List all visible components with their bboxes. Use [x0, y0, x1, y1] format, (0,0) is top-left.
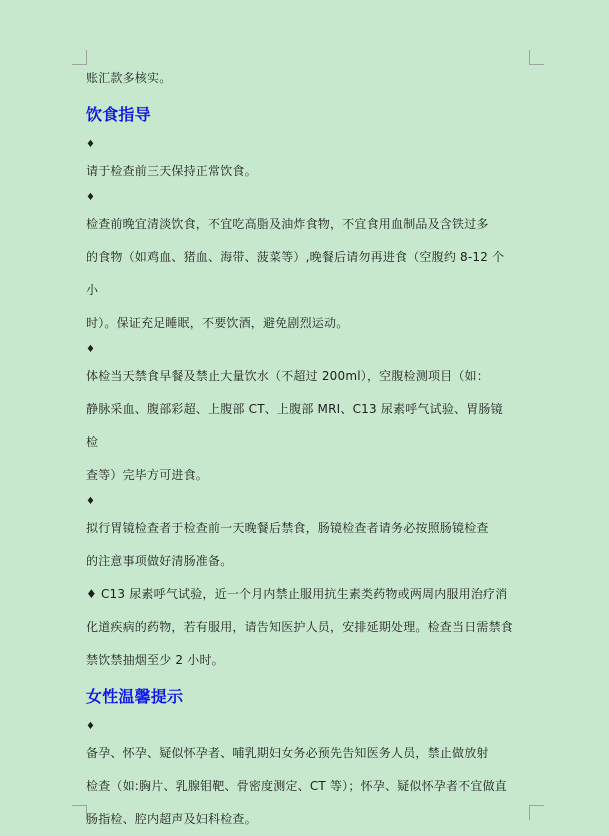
paragraph-line: 检 [86, 435, 99, 449]
crop-mark-top-left [72, 50, 87, 65]
paragraph-line: 检查前晚宜清淡饮食，不宜吃高脂及油炸食物，不宜食用血制品及含铁过多 [86, 217, 489, 231]
paragraph-line: 备孕、怀孕、疑似怀孕者、哺乳期妇女务必预先告知医务人员，禁止做放射 [86, 746, 489, 760]
paragraph-line: 请于检查前三天保持正常饮食。 [86, 164, 257, 178]
document-body [86, 62, 532, 836]
section-heading-diet: 饮食指导 [86, 105, 151, 124]
crop-mark-bottom-left [72, 805, 87, 820]
paragraph-line: 体检当天禁食早餐及禁止大量饮水（不超过 200ml），空腹检测项目（如： [86, 369, 489, 383]
bullet-icon: ♦ [86, 192, 96, 203]
bullet-icon: ♦ [86, 139, 96, 150]
paragraph-line: 禁饮禁抽烟至少 2 小时。 [86, 653, 224, 667]
paragraph-line: 肠指检、腔内超声及妇科检查。 [86, 812, 257, 826]
paragraph-line: 账汇款多核实。 [86, 71, 172, 85]
paragraph-line: 时）。保证充足睡眠，不要饮酒，避免剧烈运动。 [86, 316, 349, 330]
section-heading-women: 女性温馨提示 [86, 687, 184, 706]
paragraph-line: 的注意事项做好清肠准备。 [86, 554, 233, 568]
paragraph-line: ♦ C13 尿素呼气试验，近一个月内禁止服用抗生素类药物或两周内服用治疗消 [86, 587, 508, 601]
paragraph-line: 检查（如:胸片、乳腺钼靶、骨密度测定、CT 等）；怀孕、疑似怀孕者不宜做直 [86, 779, 507, 793]
bullet-icon: ♦ [86, 344, 96, 355]
paragraph-line: 查等）完毕方可进食。 [86, 468, 209, 482]
bullet-icon: ♦ [86, 496, 96, 507]
paragraph-line: 拟行胃镜检查者于检查前一天晚餐后禁食，肠镜检查者请务必按照肠镜检查 [86, 521, 489, 535]
paragraph-line: 静脉采血、腹部彩超、上腹部 CT、上腹部 MRI、C13 尿素呼气试验、胃肠镜 [86, 402, 503, 416]
bullet-icon: ♦ [86, 721, 96, 732]
paragraph-line: 化道疾病的药物，若有服用，请告知医护人员，安排延期处理。检查当日需禁食 [86, 620, 514, 634]
paragraph-line: 小 [86, 283, 99, 297]
paragraph-line: 的食物（如鸡血、猪血、海带、菠菜等）,晚餐后请勿再进食（空腹约 8-12 个 [86, 250, 505, 264]
